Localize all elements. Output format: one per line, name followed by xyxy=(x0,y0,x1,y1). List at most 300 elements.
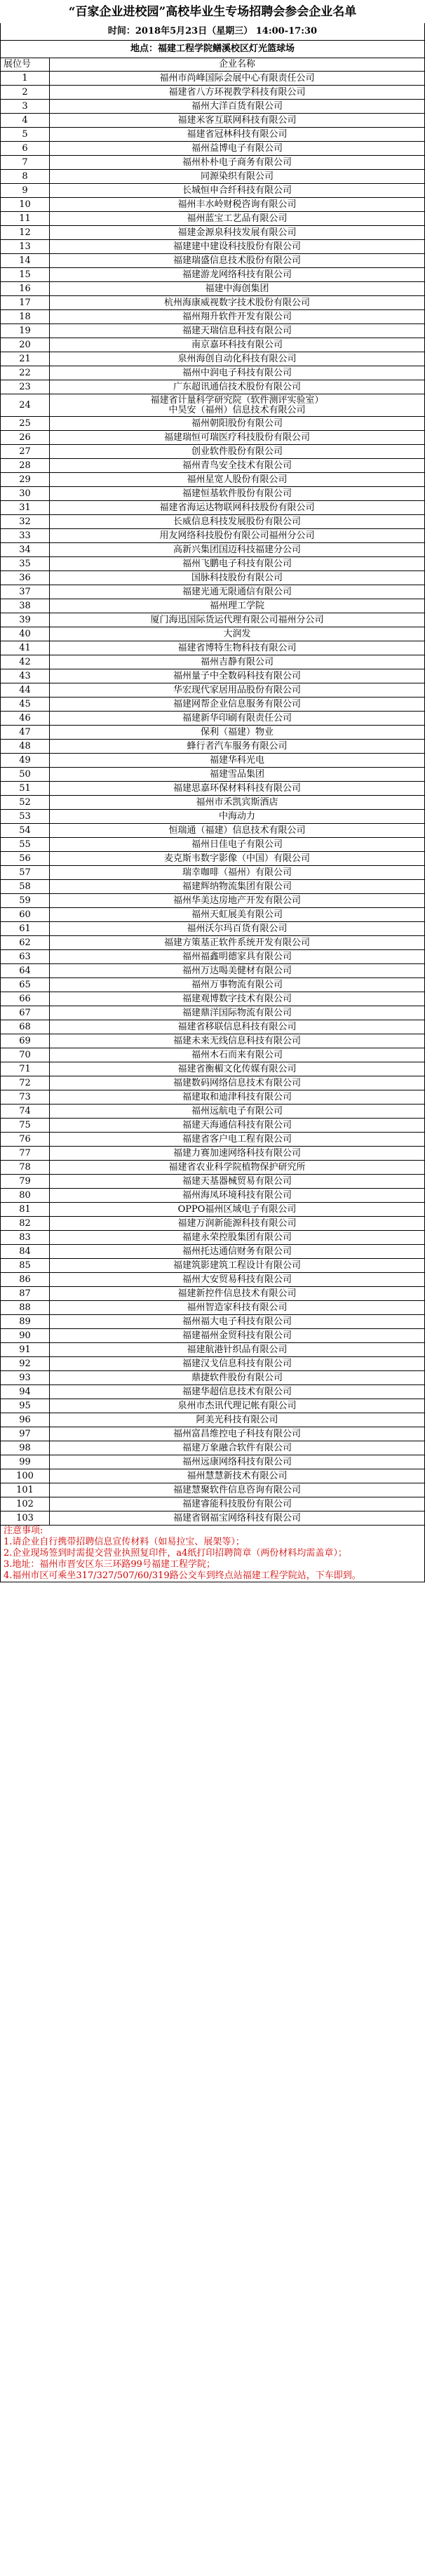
table-row xyxy=(1,1441,425,1455)
company-name: 福州益博电子有限公司 xyxy=(50,142,425,156)
company-name: 福州飞鹏电子科技有限公司 xyxy=(50,557,425,571)
note-item: 1.请企业自行携带招聘信息宣传材料（如易拉宝、展架等）； xyxy=(4,1537,245,1547)
table-row xyxy=(1,417,425,431)
table-row xyxy=(1,473,425,487)
booth-number: 10 xyxy=(1,198,50,212)
table-row xyxy=(1,268,425,282)
table-row xyxy=(1,880,425,894)
booth-number: 96 xyxy=(1,1413,50,1427)
table-row xyxy=(1,529,425,543)
table-row xyxy=(1,1133,425,1147)
booth-number: 21 xyxy=(1,352,50,366)
company-name: 保利（福建）物业 xyxy=(50,726,425,740)
company-name: 福建方策基正软件系统开发有限公司 xyxy=(50,936,425,950)
booth-number: 97 xyxy=(1,1427,50,1441)
company-name: 福州远航电子有限公司 xyxy=(50,1105,425,1119)
company-name: 用友网络科技股份有限公司福州分公司 xyxy=(50,529,425,543)
company-name: 福州万事物流有限公司 xyxy=(50,978,425,992)
table-row xyxy=(1,198,425,212)
company-name: 福建睿能科技股份有限公司 xyxy=(50,1497,425,1511)
company-name: 福建瑞恒可瑞医疗科技股份有限公司 xyxy=(50,431,425,445)
table-header-row xyxy=(1,58,425,72)
company-name: 国脉科技股份有限公司 xyxy=(50,571,425,585)
booth-number: 94 xyxy=(1,1385,50,1399)
table-row xyxy=(1,1189,425,1203)
booth-number: 58 xyxy=(1,880,50,894)
company-name: 福建中海创集团 xyxy=(50,282,425,296)
booth-number: 24 xyxy=(1,394,50,417)
company-name: 福建航港针织品有限公司 xyxy=(50,1343,425,1357)
table-row xyxy=(1,515,425,529)
company-name: 福州智造家科技有限公司 xyxy=(50,1301,425,1315)
company-name: 福建省海运达物联网科技股份有限公司 xyxy=(50,501,425,515)
booth-number: 18 xyxy=(1,310,50,324)
table-row xyxy=(1,782,425,796)
table-row xyxy=(1,1511,425,1526)
table-row xyxy=(1,894,425,908)
table-row xyxy=(1,1048,425,1062)
table-row xyxy=(1,754,425,768)
booth-number: 91 xyxy=(1,1343,50,1357)
booth-number: 45 xyxy=(1,698,50,712)
company-name: 福建数码网络信息技术有限公司 xyxy=(50,1076,425,1090)
note-item: 4.福州市区可乘坐317/327/507/60/319路公交车到终点站福建工程学院站，下车即到。 xyxy=(4,1570,361,1581)
table-row xyxy=(1,992,425,1006)
booth-number: 102 xyxy=(1,1497,50,1511)
table-row xyxy=(1,838,425,852)
table-row xyxy=(1,1034,425,1048)
company-name: 福建鼎洋国际物流有限公司 xyxy=(50,1006,425,1020)
table-row xyxy=(1,1231,425,1245)
company-name: 福州天虹展美有限公司 xyxy=(50,908,425,922)
company-name: 福建汉戈信息科技有限公司 xyxy=(50,1357,425,1371)
booth-number: 38 xyxy=(1,599,50,613)
table-row xyxy=(1,86,425,100)
table-row xyxy=(1,1469,425,1483)
table-row xyxy=(1,1105,425,1119)
booth-number: 79 xyxy=(1,1175,50,1189)
table-row xyxy=(1,254,425,268)
booth-number: 93 xyxy=(1,1371,50,1385)
booth-number: 101 xyxy=(1,1483,50,1497)
company-name: 福建建中建设科技股份有限公司 xyxy=(50,240,425,254)
table-row xyxy=(1,599,425,613)
table-row xyxy=(1,852,425,866)
booth-number: 43 xyxy=(1,669,50,683)
company-name: 福建省客户电工程有限公司 xyxy=(50,1133,425,1147)
company-name: 福州朴朴电子商务有限公司 xyxy=(50,156,425,170)
booth-number: 76 xyxy=(1,1133,50,1147)
booth-number: 77 xyxy=(1,1147,50,1161)
booth-number: 51 xyxy=(1,782,50,796)
company-name: 福建瑞盛信息技术股份有限公司 xyxy=(50,254,425,268)
company-name: 福州青鸟安全技术有限公司 xyxy=(50,459,425,473)
table-row xyxy=(1,1287,425,1301)
company-name: 福州慧慧新技术有限公司 xyxy=(50,1469,425,1483)
booth-number: 84 xyxy=(1,1245,50,1259)
booth-number: 86 xyxy=(1,1273,50,1287)
table-row xyxy=(1,1147,425,1161)
company-name: 福建万象融合软件有限公司 xyxy=(50,1441,425,1455)
table-row xyxy=(1,1315,425,1329)
company-name: 福建省衡楣文化传媒有限公司 xyxy=(50,1062,425,1076)
booth-number: 5 xyxy=(1,128,50,142)
company-name: 福建取和迪津科技有限公司 xyxy=(50,1090,425,1105)
table-row xyxy=(1,1371,425,1385)
table-row xyxy=(1,712,425,726)
company-name: 福州丰水岭财税咨询有限公司 xyxy=(50,198,425,212)
table-row xyxy=(1,698,425,712)
company-name-line: 中昊安（福州）信息技术有限公司 xyxy=(168,404,306,415)
note-item: 3.地址：福州市晋安区东三环路99号福建工程学院； xyxy=(4,1559,215,1570)
notes-row xyxy=(1,1526,425,1582)
booth-number: 49 xyxy=(1,754,50,768)
company-name: 福建省钢福宝网络科技有限公司 xyxy=(50,1511,425,1526)
booth-number: 59 xyxy=(1,894,50,908)
table-row xyxy=(1,394,425,417)
company-name: 福州日佳电子有限公司 xyxy=(50,838,425,852)
table-row xyxy=(1,1076,425,1090)
time-row xyxy=(1,23,425,41)
table-row xyxy=(1,1217,425,1231)
company-name: 恒瑞通（福建）信息技术有限公司 xyxy=(50,824,425,838)
booth-number: 83 xyxy=(1,1231,50,1245)
booth-number: 85 xyxy=(1,1259,50,1273)
table-row xyxy=(1,557,425,571)
table-row xyxy=(1,613,425,627)
table-row xyxy=(1,114,425,128)
booth-number: 19 xyxy=(1,324,50,338)
booth-number: 31 xyxy=(1,501,50,515)
booth-number: 88 xyxy=(1,1301,50,1315)
booth-number: 92 xyxy=(1,1357,50,1371)
event-place: 地点：福建工程学院鳝溪校区灯光篮球场 xyxy=(1,41,425,58)
header-company-name: 企业名称 xyxy=(50,58,425,72)
table-row xyxy=(1,296,425,310)
booth-number: 95 xyxy=(1,1399,50,1413)
table-row xyxy=(1,226,425,240)
booth-number: 14 xyxy=(1,254,50,268)
table-row xyxy=(1,796,425,810)
table-row xyxy=(1,1119,425,1133)
table-row xyxy=(1,810,425,824)
table-row xyxy=(1,1497,425,1511)
company-name: 福州吉静有限公司 xyxy=(50,655,425,669)
booth-number: 54 xyxy=(1,824,50,838)
company-name: 南京嘉环科技有限公司 xyxy=(50,338,425,352)
table-row xyxy=(1,487,425,501)
table-row xyxy=(1,655,425,669)
company-name: 福州朝阳股份有限公司 xyxy=(50,417,425,431)
booth-number: 28 xyxy=(1,459,50,473)
booth-number: 98 xyxy=(1,1441,50,1455)
page-title: “百家企业进校园”高校毕业生专场招聘会参会企业名单 xyxy=(68,4,357,19)
company-name: 福州富昌维控电子科技有限公司 xyxy=(50,1427,425,1441)
booth-number: 37 xyxy=(1,585,50,599)
note-item: 2.企业现场签到时需提交营业执照复印件，a4纸打印招聘简章（两份材料均需盖章）； xyxy=(4,1548,347,1559)
company-name: 福建光通无限通信有限公司 xyxy=(50,585,425,599)
company-name: 蜂行者汽车服务有限公司 xyxy=(50,740,425,754)
table-row xyxy=(1,922,425,936)
booth-number: 23 xyxy=(1,380,50,394)
company-name: 福州远康网络科技有限公司 xyxy=(50,1455,425,1469)
company-name xyxy=(50,394,425,417)
booth-number: 68 xyxy=(1,1020,50,1034)
booth-number: 57 xyxy=(1,866,50,880)
table-row xyxy=(1,1343,425,1357)
company-name: 福州大洋百货有限公司 xyxy=(50,100,425,114)
booth-number: 40 xyxy=(1,627,50,641)
booth-number: 11 xyxy=(1,212,50,226)
table-row xyxy=(1,1329,425,1343)
table-row xyxy=(1,212,425,226)
notes-heading: 注意事项: xyxy=(4,1526,43,1536)
company-list-body xyxy=(1,0,425,1582)
booth-number: 20 xyxy=(1,338,50,352)
table-row xyxy=(1,585,425,599)
company-name: 福建天基器械贸易有限公司 xyxy=(50,1175,425,1189)
company-name: 福州理工学院 xyxy=(50,599,425,613)
table-row xyxy=(1,866,425,880)
table-row xyxy=(1,431,425,445)
booth-number: 13 xyxy=(1,240,50,254)
company-name: 福建思嘉环保材料科技有限公司 xyxy=(50,782,425,796)
company-name: 福建华科光电 xyxy=(50,754,425,768)
booth-number: 29 xyxy=(1,473,50,487)
booth-number: 66 xyxy=(1,992,50,1006)
table-row xyxy=(1,726,425,740)
company-name: 福建省八方环视教学科技有限公司 xyxy=(50,86,425,100)
booth-number: 89 xyxy=(1,1315,50,1329)
booth-number: 62 xyxy=(1,936,50,950)
table-row xyxy=(1,964,425,978)
booth-number: 2 xyxy=(1,86,50,100)
table-row xyxy=(1,1020,425,1034)
booth-number: 1 xyxy=(1,72,50,86)
booth-number: 72 xyxy=(1,1076,50,1090)
table-row xyxy=(1,128,425,142)
booth-number: 30 xyxy=(1,487,50,501)
company-name: 福州市禾凯宾斯酒店 xyxy=(50,796,425,810)
table-row xyxy=(1,1385,425,1399)
booth-number: 41 xyxy=(1,641,50,655)
booth-number: 80 xyxy=(1,1189,50,1203)
table-row xyxy=(1,282,425,296)
company-name: 福建观博数字技术有限公司 xyxy=(50,992,425,1006)
company-name: 福州翔升软件开发有限公司 xyxy=(50,310,425,324)
company-name: 福建天瑞信息科技有限公司 xyxy=(50,324,425,338)
booth-number: 100 xyxy=(1,1469,50,1483)
booth-number: 55 xyxy=(1,838,50,852)
booth-number: 6 xyxy=(1,142,50,156)
company-name: 福建新控件信息技术有限公司 xyxy=(50,1287,425,1301)
company-name: 福建省移联信息科技有限公司 xyxy=(50,1020,425,1034)
table-row xyxy=(1,683,425,698)
company-name: 福州福鑫明德家具有限公司 xyxy=(50,950,425,964)
table-row xyxy=(1,184,425,198)
booth-number: 90 xyxy=(1,1329,50,1343)
booth-number: 25 xyxy=(1,417,50,431)
table-row xyxy=(1,627,425,641)
header-booth-number: 展位号 xyxy=(1,58,50,72)
table-row xyxy=(1,1062,425,1076)
table-row xyxy=(1,768,425,782)
company-name: 福州木石而来有限公司 xyxy=(50,1048,425,1062)
booth-number: 87 xyxy=(1,1287,50,1301)
table-row xyxy=(1,543,425,557)
company-name: 福州星宽人股份有限公司 xyxy=(50,473,425,487)
title-row xyxy=(1,0,425,23)
table-row xyxy=(1,72,425,86)
booth-number: 56 xyxy=(1,852,50,866)
company-name: 福州蓝宝工艺品有限公司 xyxy=(50,212,425,226)
company-name: 福州托达通信财务有限公司 xyxy=(50,1245,425,1259)
company-name: 福建网帮企业信息服务有限公司 xyxy=(50,698,425,712)
booth-number: 26 xyxy=(1,431,50,445)
company-name: 广东超讯通信技术股份有限公司 xyxy=(50,380,425,394)
booth-number: 17 xyxy=(1,296,50,310)
company-name: 福建未来无线信息科技有限公司 xyxy=(50,1034,425,1048)
booth-number: 67 xyxy=(1,1006,50,1020)
table-row xyxy=(1,824,425,838)
booth-number: 39 xyxy=(1,613,50,627)
table-row xyxy=(1,950,425,964)
booth-number: 8 xyxy=(1,170,50,184)
company-name: 中海动力 xyxy=(50,810,425,824)
company-name: 福建力赛加速网络科技有限公司 xyxy=(50,1147,425,1161)
booth-number: 65 xyxy=(1,978,50,992)
table-row xyxy=(1,1203,425,1217)
company-name: 福建福州金贸科技有限公司 xyxy=(50,1329,425,1343)
table-row xyxy=(1,324,425,338)
table-row xyxy=(1,1175,425,1189)
company-name: 同源染织有限公司 xyxy=(50,170,425,184)
booth-number: 69 xyxy=(1,1034,50,1048)
table-row xyxy=(1,380,425,394)
company-name: 福建金源泉科技发展有限公司 xyxy=(50,226,425,240)
booth-number: 73 xyxy=(1,1090,50,1105)
table-row xyxy=(1,936,425,950)
booth-number: 36 xyxy=(1,571,50,585)
table-row xyxy=(1,1357,425,1371)
booth-number: 50 xyxy=(1,768,50,782)
company-name: 福州华美达房地产开发有限公司 xyxy=(50,894,425,908)
company-name: 创业软件股份有限公司 xyxy=(50,445,425,459)
table-row xyxy=(1,170,425,184)
company-name: 福建万润新能源科技有限公司 xyxy=(50,1217,425,1231)
table-row xyxy=(1,908,425,922)
booth-number: 82 xyxy=(1,1217,50,1231)
company-name: 福州中润电子科技有限公司 xyxy=(50,366,425,380)
table-row xyxy=(1,1259,425,1273)
company-name: 福州大安贸易科技有限公司 xyxy=(50,1273,425,1287)
booth-number: 60 xyxy=(1,908,50,922)
table-row xyxy=(1,740,425,754)
company-name: 华宏现代家居用品股份有限公司 xyxy=(50,683,425,698)
company-name: 厦门海迅国际货运代理有限公司福州分公司 xyxy=(50,613,425,627)
booth-number: 33 xyxy=(1,529,50,543)
company-name: 福州沃尔玛百货有限公司 xyxy=(50,922,425,936)
table-row xyxy=(1,366,425,380)
table-row xyxy=(1,1427,425,1441)
notes-section xyxy=(1,1526,425,1582)
table-row xyxy=(1,1273,425,1287)
company-name: 福建天海通信科技有限公司 xyxy=(50,1119,425,1133)
company-name: 福州福大电子科技有限公司 xyxy=(50,1315,425,1329)
booth-number: 22 xyxy=(1,366,50,380)
booth-number: 74 xyxy=(1,1105,50,1119)
table-row xyxy=(1,156,425,170)
table-row xyxy=(1,142,425,156)
booth-number: 70 xyxy=(1,1048,50,1062)
table-row xyxy=(1,1455,425,1469)
booth-number: 75 xyxy=(1,1119,50,1133)
company-name: 瑞幸咖啡（福州）有限公司 xyxy=(50,866,425,880)
company-name: 福州量子中全数码科技有限公司 xyxy=(50,669,425,683)
company-name: 长城恒申合纤科技有限公司 xyxy=(50,184,425,198)
table-row xyxy=(1,501,425,515)
booth-number: 12 xyxy=(1,226,50,240)
booth-number: 34 xyxy=(1,543,50,557)
booth-number: 15 xyxy=(1,268,50,282)
event-time: 时间：2018年5月23日（星期三） 14:00-17:30 xyxy=(1,23,425,41)
table-row xyxy=(1,240,425,254)
table-row xyxy=(1,1245,425,1259)
booth-number: 42 xyxy=(1,655,50,669)
company-name: 福建辉纳物流集团有限公司 xyxy=(50,880,425,894)
booth-number: 47 xyxy=(1,726,50,740)
booth-number: 103 xyxy=(1,1511,50,1526)
booth-number: 46 xyxy=(1,712,50,726)
company-name: 福建游龙网络科技有限公司 xyxy=(50,268,425,282)
company-name: 福建慧聚软件信息咨询有限公司 xyxy=(50,1483,425,1497)
table-row xyxy=(1,669,425,683)
company-name: 阿美光科技有限公司 xyxy=(50,1413,425,1427)
company-name: 泉州海创自动化科技有限公司 xyxy=(50,352,425,366)
booth-number: 63 xyxy=(1,950,50,964)
booth-number: 32 xyxy=(1,515,50,529)
company-name: 福建永荣控股集团有限公司 xyxy=(50,1231,425,1245)
table-row xyxy=(1,1090,425,1105)
booth-number: 64 xyxy=(1,964,50,978)
table-row xyxy=(1,1413,425,1427)
company-name: OPPO福州区域电子有限公司 xyxy=(50,1203,425,1217)
table-row xyxy=(1,352,425,366)
company-name: 福州海凤环境科技有限公司 xyxy=(50,1189,425,1203)
company-name: 福建筑影建筑工程设计有限公司 xyxy=(50,1259,425,1273)
company-name: 福建新华印刷有限责任公司 xyxy=(50,712,425,726)
table-row xyxy=(1,1006,425,1020)
company-name: 福建省农业科学院植物保护研究所 xyxy=(50,1161,425,1175)
table-row xyxy=(1,338,425,352)
company-name: 福州市尚峰国际会展中心有限责任公司 xyxy=(50,72,425,86)
booth-number: 16 xyxy=(1,282,50,296)
table-row xyxy=(1,1301,425,1315)
company-name: 福建雪品集团 xyxy=(50,768,425,782)
table-row xyxy=(1,445,425,459)
table-row xyxy=(1,1483,425,1497)
table-row xyxy=(1,978,425,992)
table-row xyxy=(1,641,425,655)
booth-number: 27 xyxy=(1,445,50,459)
booth-number: 7 xyxy=(1,156,50,170)
booth-number: 35 xyxy=(1,557,50,571)
place-row xyxy=(1,41,425,58)
table-row xyxy=(1,1399,425,1413)
booth-number: 4 xyxy=(1,114,50,128)
company-name: 福建恒基软件股份有限公司 xyxy=(50,487,425,501)
booth-number: 48 xyxy=(1,740,50,754)
